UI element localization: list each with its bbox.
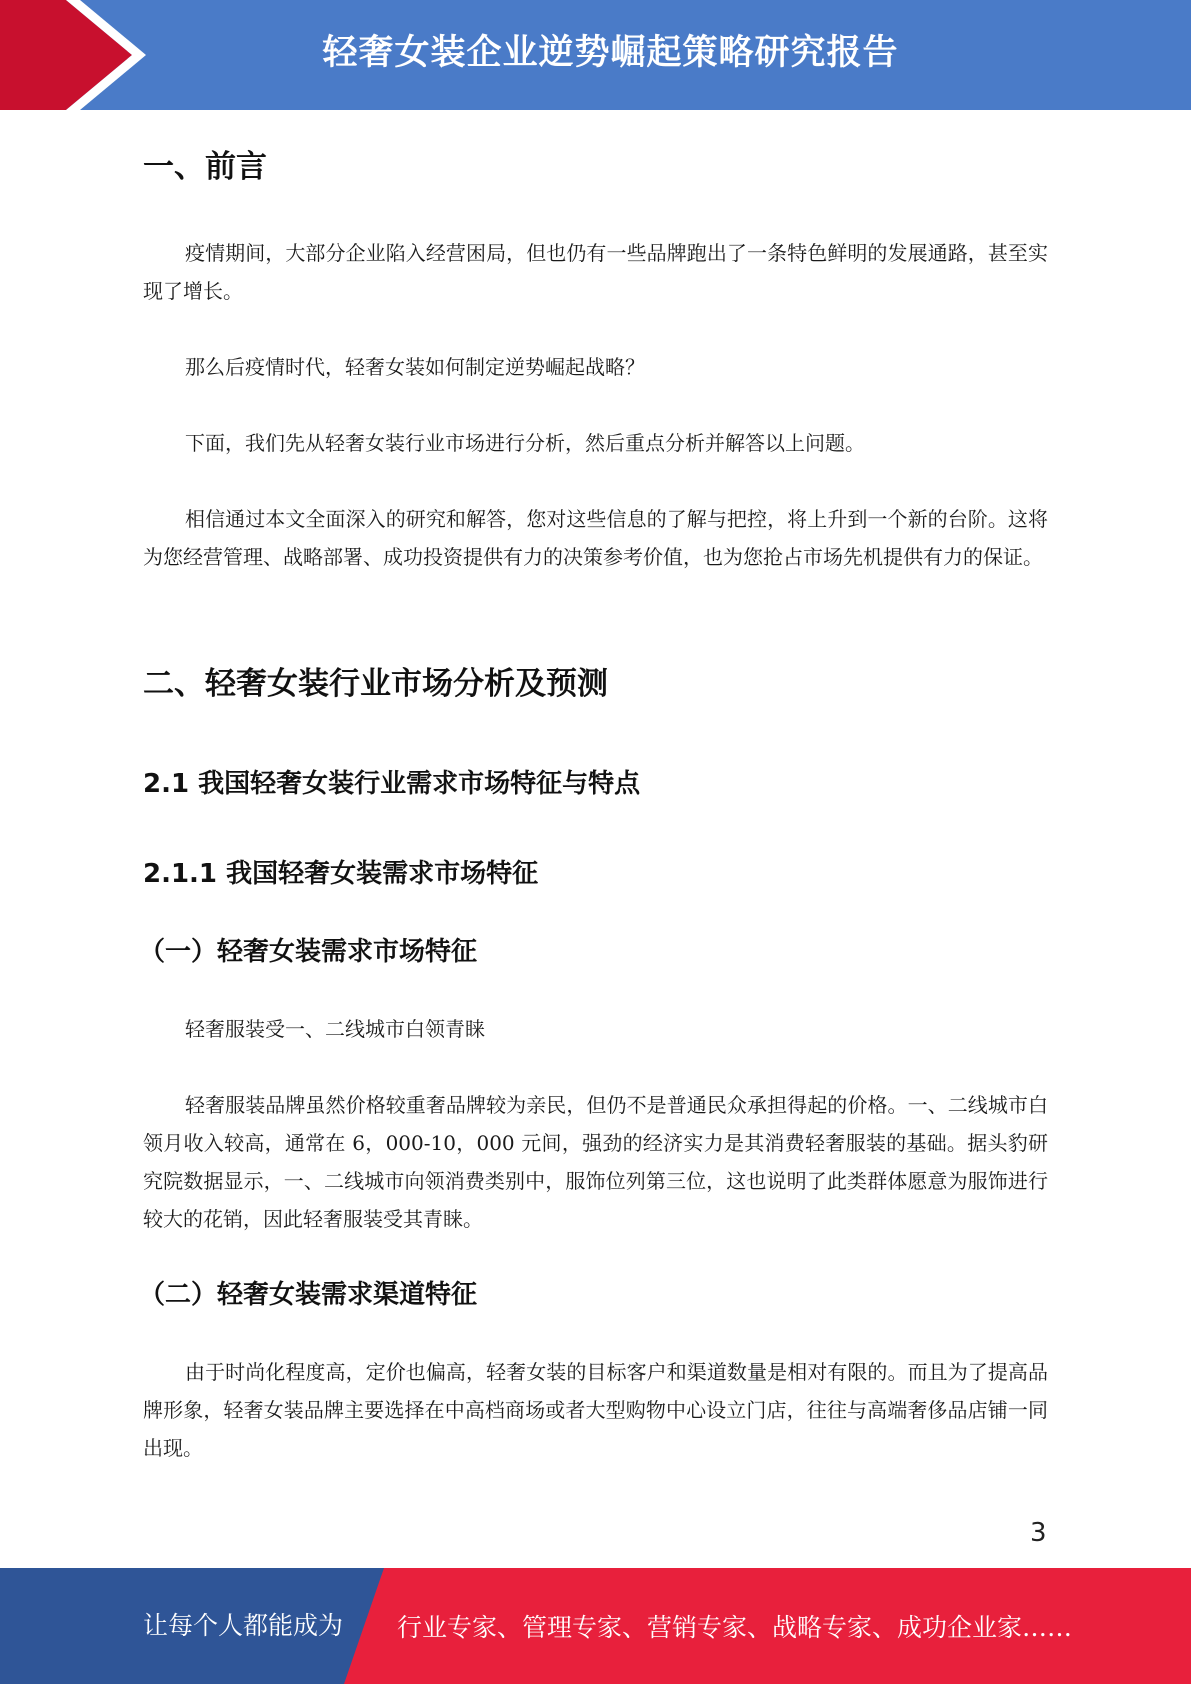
header-banner [0, 0, 1191, 110]
demand-market-paragraph-2: 轻奢服装品牌虽然价格较重奢品牌较为亲民，但仍不是普通民众承担得起的价格。一、二线城市白领月收入较高，通常在 6，000-10，000 元间，强劲的经济实力是其消费轻奢服装的基础。据头豹研究院数据显示，一、二线城市向领消费类别中，服饰位列第三位，这也说明了此类群体愿意为服饰进行较大的花销，因此轻奢服装受其青睐。 [143, 1093, 1048, 1231]
preface-paragraph-1: 疫情期间，大部分企业陷入经营困局，但也仍有一些品牌跑出了一条特色鲜明的发展通路，甚至实现了增长。 [143, 241, 1048, 303]
preface-paragraph-2: 那么后疫情时代，轻奢女装如何制定逆势崛起战略？ [185, 355, 645, 379]
footer-banner [0, 1568, 1191, 1684]
section-heading-market-analysis: 二、轻奢女装行业市场分析及预测 [143, 666, 608, 702]
part-heading-demand-market: （一）轻奢女装需求市场特征 [139, 937, 478, 967]
demand-market-paragraph-1: 轻奢服装受一、二线城市白领青睐 [185, 1017, 485, 1041]
subsection-heading-2-1-1: 2.1.1 我国轻奢女装需求市场特征 [143, 859, 539, 889]
preface-paragraph-4: 相信通过本文全面深入的研究和解答，您对这些信息的了解与把控，将上升到一个新的台阶。这将为您经营管理、战略部署、成功投资提供有力的决策参考价值，也为您抢占市场先机提供有力的保证。 [143, 507, 1048, 569]
preface-paragraph-3: 下面，我们先从轻奢女装行业市场进行分析，然后重点分析并解答以上问题。 [185, 431, 865, 455]
demand-channel-paragraph-1: 由于时尚化程度高，定价也偏高，轻奢女装的目标客户和渠道数量是相对有限的。而且为了提高品牌形象，轻奢女装品牌主要选择在中高档商场或者大型购物中心设立门店，往往与高端奢侈品店铺一同出现。 [143, 1360, 1048, 1460]
subsection-heading-2-1: 2.1 我国轻奢女装行业需求市场特征与特点 [143, 769, 641, 799]
page-number: 3 [1030, 1518, 1047, 1548]
footer-slogan-left: 让每个人都能成为 [143, 1611, 344, 1640]
section-heading-preface: 一、前言 [143, 149, 267, 185]
document-title: 轻奢女装企业逆势崛起策略研究报告 [322, 33, 899, 73]
part-heading-demand-channel: （二）轻奢女装需求渠道特征 [139, 1280, 478, 1310]
footer-slogan-right: 行业专家、管理专家、营销专家、战略专家、成功企业家…… [397, 1613, 1073, 1642]
